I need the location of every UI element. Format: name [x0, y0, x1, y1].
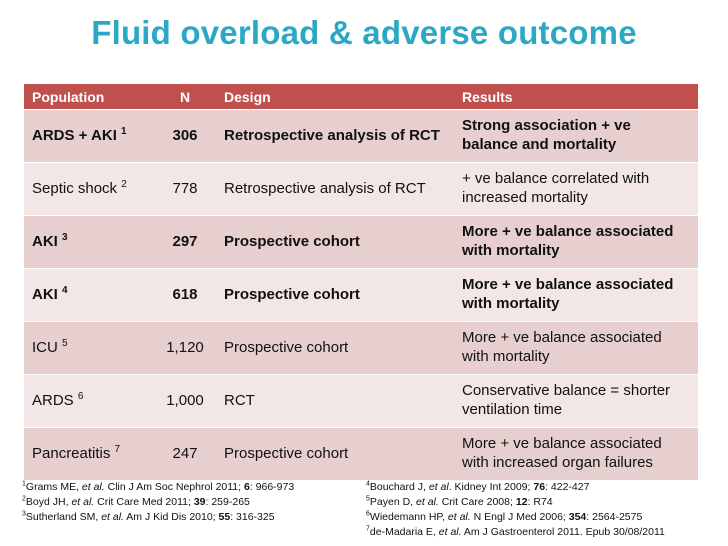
population-cell — [24, 322, 154, 375]
table-row — [24, 163, 698, 216]
results-cell: More + ve balance associated with mortality — [454, 322, 698, 375]
population-label: AKI — [32, 285, 58, 303]
reference-item: $^5$Payen D, et al. Crit Care 2008; 12: R74 — [366, 495, 553, 508]
design-cell: Retrospective analysis of RCT — [216, 110, 454, 163]
reference-marker: 5 — [62, 337, 68, 349]
table-row — [24, 110, 698, 163]
design-cell: RCT — [216, 375, 454, 428]
reference-item: $^3$Sutherland SM, et al. Am J Kid Dis 2010; 55: 316-325 — [22, 510, 275, 523]
header-design: Design — [216, 84, 454, 110]
population-cell — [24, 269, 154, 322]
population-label: Septic shock — [32, 179, 118, 197]
population-label: AKI — [32, 232, 58, 250]
population-cell — [24, 110, 154, 163]
results-cell: More + ve balance associated with increased organ failures — [454, 428, 698, 481]
results-cell: + ve balance correlated with increased mortality — [454, 163, 698, 216]
header-population: Population — [24, 84, 154, 110]
reference-marker: 4 — [62, 284, 68, 296]
reference-item: $^4$Bouchard J, et al. Kidney Int 2009; 76: 422-427 — [366, 480, 590, 493]
design-cell: Retrospective analysis of RCT — [216, 163, 454, 216]
n-cell: 297 — [154, 216, 216, 269]
n-cell: 306 — [154, 110, 216, 163]
design-cell: Prospective cohort — [216, 216, 454, 269]
slide-title: Fluid overload & adverse outcome — [91, 14, 637, 51]
studies-table — [24, 84, 698, 480]
design-cell: Prospective cohort — [216, 428, 454, 481]
results-cell: Strong association + ve balance and mortality — [454, 110, 698, 163]
references-left — [22, 480, 294, 525]
n-cell: 247 — [154, 428, 216, 481]
header-results: Results — [454, 84, 698, 110]
reference-item: $^7$de-Madaria E, et al. Am J Gastroenterol 2011. Epub 30/08/2011 — [366, 525, 665, 538]
results-cell: More + ve balance associated with mortality — [454, 216, 698, 269]
population-label: Pancreatitis — [32, 444, 111, 462]
population-cell — [24, 216, 154, 269]
table-header-row — [24, 84, 698, 110]
results-cell: More + ve balance associated with mortality — [454, 269, 698, 322]
population-cell — [24, 163, 154, 216]
population-cell — [24, 428, 154, 481]
reference-marker: 3 — [62, 231, 68, 243]
n-cell: 1,120 — [154, 322, 216, 375]
population-label: ICU — [32, 338, 58, 356]
reference-item: $^1$Grams ME, et al. Clin J Am Soc Nephrol 2011; 6: 966-973 — [22, 480, 295, 493]
reference-marker: 7 — [114, 443, 121, 455]
reference-marker: 1 — [121, 125, 127, 137]
reference-item: $^2$Boyd JH, et al. Crit Care Med 2011; 39: 259-265 — [22, 495, 250, 508]
n-cell: 1,000 — [154, 375, 216, 428]
reference-marker: 2 — [121, 178, 127, 190]
results-cell: Conservative balance = shorter ventilation time — [454, 375, 698, 428]
reference-marker: 6 — [77, 390, 84, 402]
n-cell: 618 — [154, 269, 216, 322]
population-cell — [24, 375, 154, 428]
table-row — [24, 375, 698, 428]
references-right — [366, 480, 665, 540]
table-row — [24, 269, 698, 322]
header-n: N — [154, 84, 216, 110]
design-cell: Prospective cohort — [216, 322, 454, 375]
reference-item: $^6$Wiedemann HP, et al. N Engl J Med 2006; 354: 2564-2575 — [366, 510, 643, 523]
table-row — [24, 322, 698, 375]
design-cell: Prospective cohort — [216, 269, 454, 322]
population-label: ARDS + AKI — [32, 126, 117, 144]
population-label: ARDS — [32, 391, 74, 409]
table-row — [24, 428, 698, 481]
table-row — [24, 216, 698, 269]
n-cell: 778 — [154, 163, 216, 216]
